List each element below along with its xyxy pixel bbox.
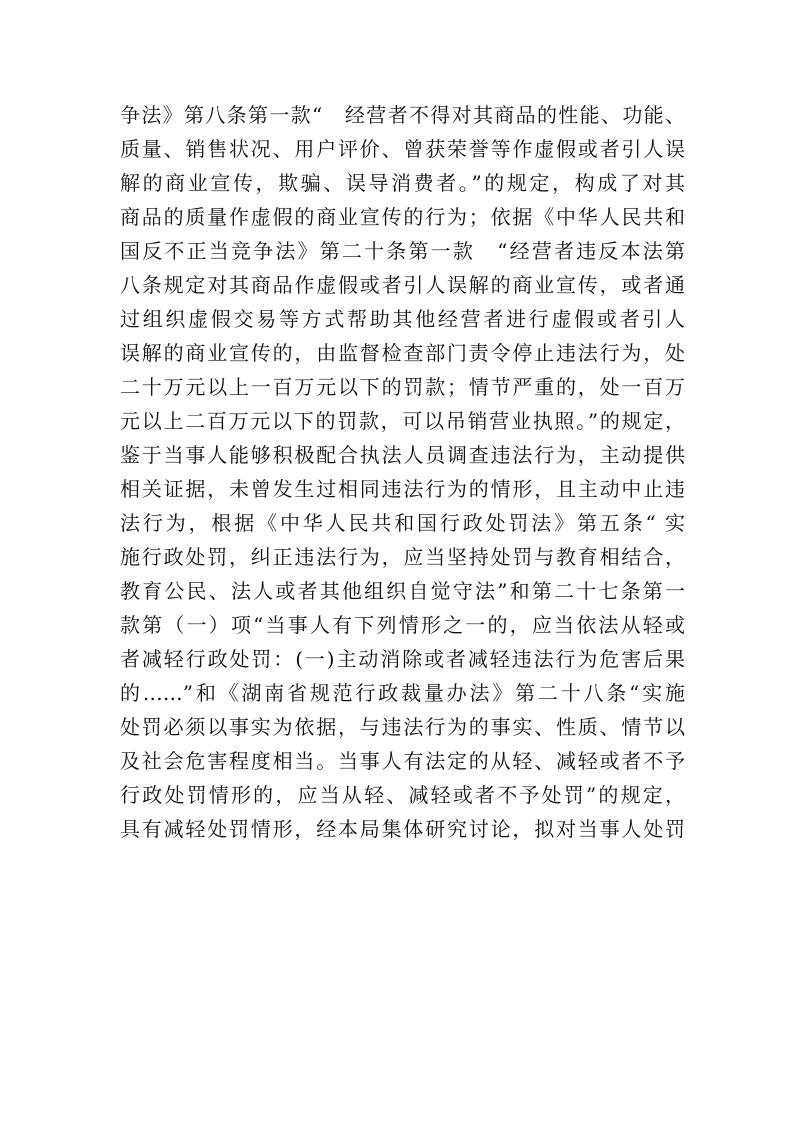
text-line: 施行政处罚，纠正违法行为，应当坚持处罚与教育相结合， [120, 545, 685, 569]
text-line: 二十万元以上一百万元以下的罚款；情节严重的，处一百万 [120, 375, 685, 399]
text-line: 过组织虚假交易等方式帮助其他经营者进行虚假或者引人 [120, 307, 685, 331]
text-line: 的……”和《湖南省规范行政裁量办法》第二十八条“实施 [120, 681, 685, 705]
text-line: 商品的质量作虚假的商业宣传的行为；依据《中华人民共和 [120, 205, 685, 229]
text-line: 具有减轻处罚情形，经本局集体研究讨论，拟对当事人处罚 [120, 817, 685, 841]
text-line: 鉴于当事人能够积极配合执法人员调查违法行为，主动提供 [120, 443, 685, 467]
text-line: 误解的商业宣传的，由监督检查部门责令停止违法行为，处 [120, 341, 685, 365]
text-line: 争法》第八条第一款“ 经营者不得对其商品的性能、功能、 [120, 103, 685, 127]
text-line: 八条规定对其商品作虚假或者引人误解的商业宣传，或者通 [120, 273, 685, 297]
text-line: 行政处罚情形的，应当从轻、减轻或者不予处罚”的规定， [120, 783, 685, 807]
text-line: 质量、销售状况、用户评价、曾获荣誉等作虚假或者引人误 [120, 137, 685, 161]
text-line: 国反不正当竞争法》第二十条第一款 “经营者违反本法第 [120, 239, 685, 263]
text-line: 解的商业宣传，欺骗、误导消费者。”的规定，构成了对其 [120, 171, 685, 195]
text-line: 处罚必须以事实为依据，与违法行为的事实、性质、情节以 [120, 715, 685, 739]
text-line: 者减轻行政处罚：(一)主动消除或者减轻违法行为危害后果 [120, 647, 685, 671]
text-line: 元以上二百万元以下的罚款，可以吊销营业执照。”的规定， [120, 409, 685, 433]
text-line: 法行为，根据《中华人民共和国行政处罚法》第五条“ 实 [120, 511, 685, 535]
body-text [120, 98, 685, 846]
text-line: 教育公民、法人或者其他组织自觉守法”和第二十七条第一 [120, 579, 685, 603]
text-line: 相关证据，未曾发生过相同违法行为的情形，且主动中止违 [120, 477, 685, 501]
text-line: 款第（一）项“当事人有下列情形之一的，应当依法从轻或 [120, 613, 685, 637]
text-line: 及社会危害程度相当。当事人有法定的从轻、减轻或者不予 [120, 749, 685, 773]
